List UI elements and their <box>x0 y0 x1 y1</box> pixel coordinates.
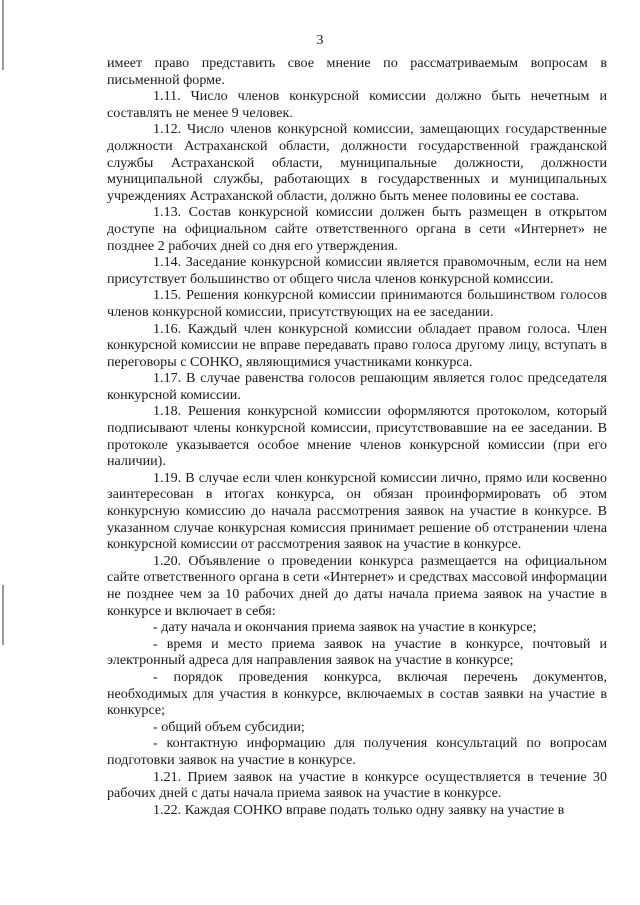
paragraph: имеет право представить свое мнение по рассматриваемым вопросам в письменной форме. <box>107 55 607 88</box>
paragraph: - дату начала и окончания приема заявок на участие в конкурсе; <box>153 619 537 636</box>
paragraph: 1.14. Заседание конкурсной комиссии является правомочным, если на нем присутствует большинство от общего числа членов конкурсной комиссии. <box>107 254 607 287</box>
paragraph: 1.21. Прием заявок на участие в конкурсе осуществляется в течение 30 рабочих дней с даты начала приема заявок на участие в конкурсе. <box>107 768 607 802</box>
page-number: 3 <box>316 33 324 48</box>
paragraph: 1.12. Число членов конкурсной комиссии, замещающих государственные должности Астраханской области, должности государственной гражданской службы Астраханской области, муниципальные должности, должности муниципальной службы, работающих в государственных и муниципальных учреждениях Астраханской области, должно быть менее половины ее состава. <box>107 121 607 204</box>
paragraph: 1.19. В случае если член конкурсной комиссии лично, прямо или косвенно заинтересован в итогах конкурса, он обязан проинформировать об этом конкурсную комиссию до начала рассмотрения заявок на участие в конкурсе. В указанном случае конкурсная комиссия принимает решение об отстранении члена конкурсной комиссии от рассмотрения заявок на участие в конкурсе. <box>107 469 607 553</box>
document-body <box>107 55 607 818</box>
paragraph: - контактную информацию для получения консультаций по вопросам подготовки заявок на участие в конкурсе. <box>107 735 607 768</box>
paragraph: 1.16. Каждый член конкурсной комиссии обладает правом голоса. Член конкурсной комиссии не вправе передавать право голоса другому лицу, вступать в переговоры с СОНКО, являющимися участниками конкурса. <box>107 320 607 370</box>
paragraph: 1.18. Решения конкурсной комиссии оформляются протоколом, который подписывают члены конкурсной комиссии, присутствовавшие на ее заседании. В протоколе указывается особое мнение членов конкурсной комиссии (при его наличии). <box>107 403 607 470</box>
paragraph: - время и место приема заявок на участие в конкурсе, почтовый и электронный адреса для направления заявок на участие в конкурсе; <box>107 635 607 669</box>
paragraph: - общий объем субсидии; <box>153 718 305 735</box>
paragraph: 1.20. Объявление о проведении конкурса размещается на официальном сайте ответственного органа в сети «Интернет» и средствах массовой информации не позднее чем за 10 рабочих дней до даты начала приема заявок на участие в конкурсе и включает в себя: <box>107 552 607 619</box>
paragraph: 1.22. Каждая СОНКО вправе подать только одну заявку на участие в <box>153 801 565 818</box>
paragraph: 1.11. Число членов конкурсной комиссии должно быть нечетным и составлять не менее 9 человек. <box>107 88 607 121</box>
paragraph: 1.17. В случае равенства голосов решающим является голос председателя конкурсной комиссии. <box>107 370 607 403</box>
scan-edge-mark <box>2 585 4 645</box>
paragraph: 1.13. Состав конкурсной комиссии должен быть размещен в открытом доступе на официальном сайте ответственного органа в сети «Интернет» не позднее 2 рабочих дней со дня его утверждения. <box>107 204 607 254</box>
paragraph: 1.15. Решения конкурсной комиссии принимаются большинством голосов членов конкурсной комиссии, присутствующих на ее заседании. <box>107 287 607 320</box>
paragraph: - порядок проведения конкурса, включая перечень документов, необходимых для участия в конкурсе, включаемых в состав заявки на участие в конкурсе; <box>107 668 607 719</box>
